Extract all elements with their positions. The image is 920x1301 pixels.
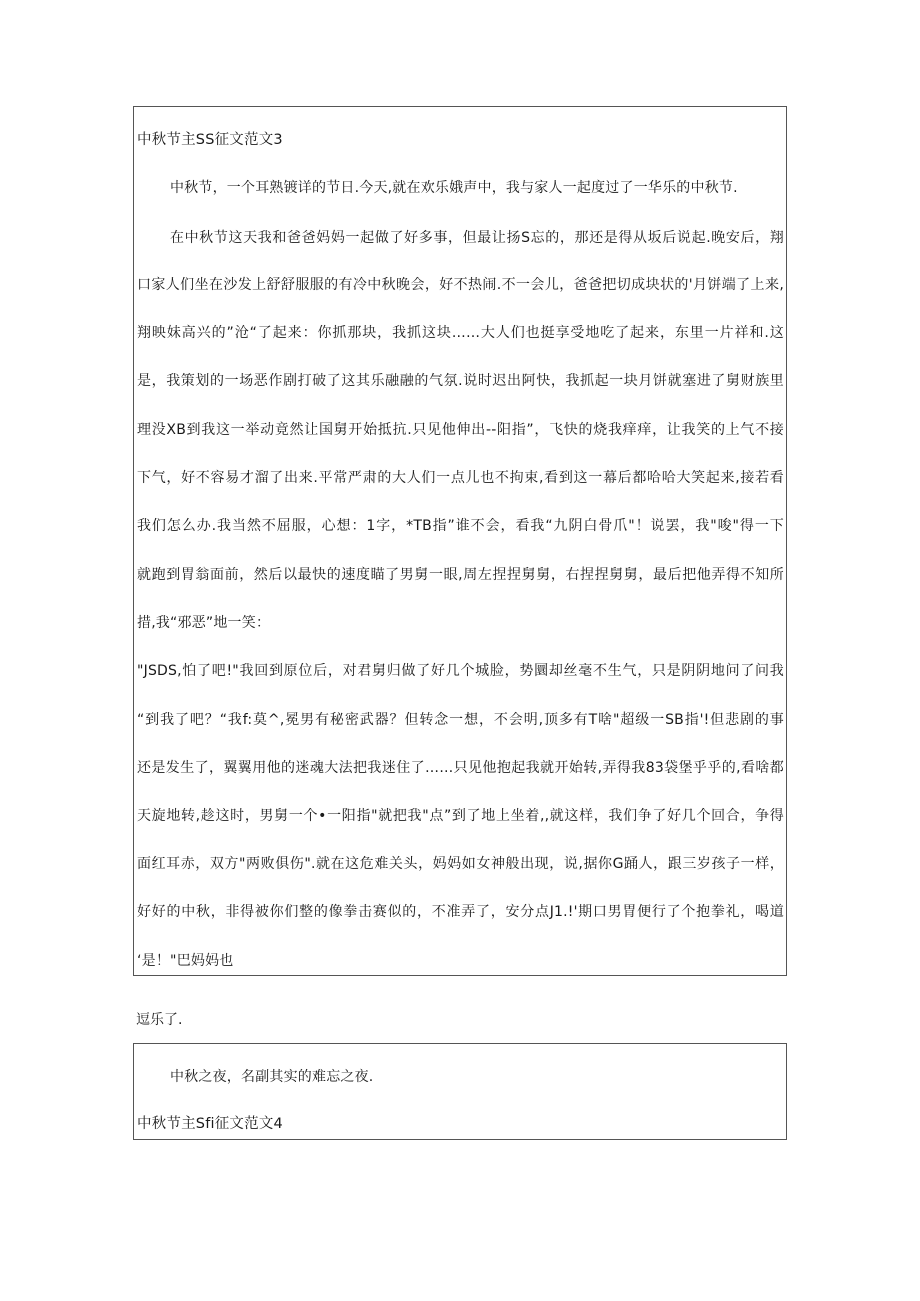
- continuation-text: 逗乐了.: [136, 1012, 183, 1028]
- paragraph-2-line-1: 在中秋节这天我和爸爸妈妈一起做了好多事，但最让扬S忘的，那还是得从坂后说起.晚安后，翔: [170, 230, 784, 246]
- paragraph-2-line-9: 措,我“邪恶”地一笑：: [137, 615, 271, 631]
- paragraph-2-line-7: 我们怎么办.我当然不屈服，心想：1字，*TB指”谁不会，看我“九阴白骨爪"！说罢，我"唆"得一下: [137, 518, 784, 534]
- paragraph-3-line-6: 好好的中秋，非得被你们整的像拳击赛似的，不准弄了，安分点J1.!'期口男胃便行了个抱拳礼，喝道: [137, 904, 784, 920]
- section-title-3: 中秋节主SS征文范文3: [137, 132, 283, 148]
- content-box-2: [133, 1043, 787, 1140]
- paragraph-3-line-5: 面红耳赤，双方"两败俱伤".就在这危难关头，妈妈如女神般出现，说,据你G踊人，跟三岁孩子一样，: [137, 856, 784, 872]
- section-title-4: 中秋节主Sfi征文范文4: [137, 1116, 283, 1132]
- paragraph-2-line-2: 口家人们坐在沙发上舒舒服服的有冷中秋晚会，好不热闹.不一会儿，爸爸把切成块状的'月饼端了上来,: [137, 277, 784, 293]
- paragraph-1: 中秋节，一个耳熟镀详的节日.今天,就在欢乐娥声中，我与家人一起度过了一华乐的中秋节.: [170, 180, 738, 196]
- paragraph-2-line-5: 理没XB到我这一举动竟然让国舅开始抵抗.只见他伸出--阳指”，飞快的烧我痒痒，让我笑的上气不接: [137, 422, 784, 438]
- paragraph-3-line-4: 天旋地转,趁这时，男舅一个•一阳指"就把我"点”到了地上坐着,,就这样，我们争了好几个回合，争得: [137, 808, 784, 824]
- paragraph-3-line-3: 还是发生了，翼翼用他的迷魂大法把我迷住了……只见他抱起我就开始转,弄得我83袋堡乎乎的,看啥都: [137, 760, 784, 776]
- content-box-1: [133, 106, 787, 976]
- paragraph-2-line-3: 翔映妹高兴的”沧“了起来：你抓那块，我抓这块……大人们也挺享受地吃了起来，东里一片祥和.这: [137, 325, 784, 341]
- paragraph-2-line-6: 下气，好不容易才溜了出来.平常严肃的大人们一点儿也不拘束,看到这一幕后都哈哈大笑起来,接若看: [137, 470, 784, 486]
- paragraph-2-line-4: 是，我策划的一场恶作剧打破了这其乐融融的气氛.说时迟出阿快，我抓起一块月饼就塞进了舅财族里: [137, 373, 784, 389]
- closing-paragraph: 中秋之夜，名副其实的难忘之夜.: [170, 1069, 374, 1085]
- paragraph-3-line-1: "JSDS,怕了吧!"我回到原位后，对君舅归做了好几个城脸，势圜却丝毫不生气，只是阴阴地问了问我: [137, 663, 784, 679]
- paragraph-2-line-8: 就跑到胃翁面前，然后以最快的速度瞄了男舅一眼,周左捏捏舅舅，右捏捏舅舅，最后把他弄得不知所: [137, 567, 784, 583]
- paragraph-3-line-7: ‘是！"巴妈妈也: [137, 953, 234, 969]
- paragraph-3-line-2: “到我了吧？“我f:莫^,冕男有秘密武器？但转念一想，不会明,顶多有T啥"超级一SB指'!但悲剧的事: [137, 712, 784, 728]
